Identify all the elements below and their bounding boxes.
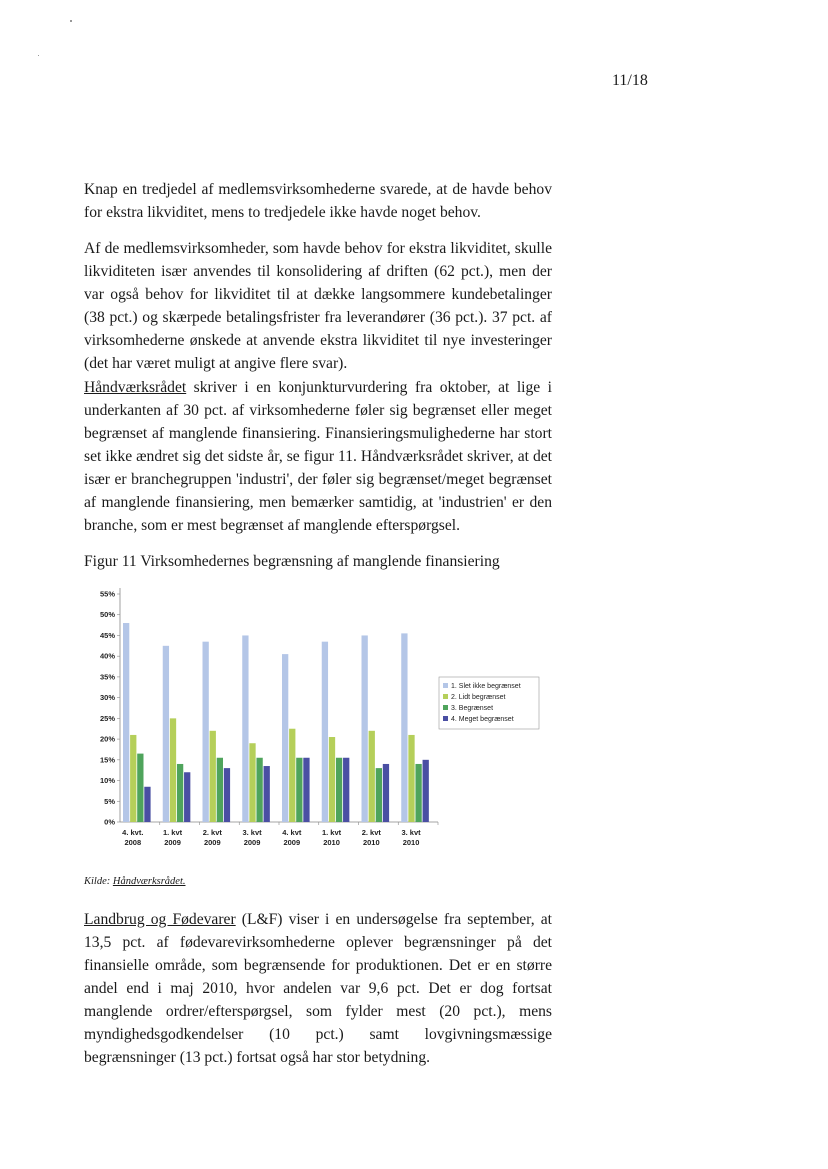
x-tick-label-year: 2010	[323, 838, 340, 847]
landbrug-link[interactable]: Landbrug og Fødevarer	[84, 911, 236, 928]
y-tick-label: 55%	[99, 589, 115, 599]
source-prefix: Kilde:	[84, 876, 113, 887]
x-tick-label-year: 2009	[283, 838, 301, 847]
legend-label: 3. Begrænset	[451, 705, 494, 712]
paragraph-liquidity-need: Knap en tredjedel af medlemsvirksomhederne svarede, at de havde behov for ekstra likviditet, mens to tredjedele ikke havde noget behov.	[84, 181, 552, 221]
bar-2-6	[329, 737, 335, 822]
bar-3-5	[296, 758, 302, 822]
x-tick-label: 1. kvt	[162, 828, 183, 837]
y-tick-label: 40%	[99, 651, 115, 661]
y-tick-label: 0%	[104, 817, 115, 827]
legend-label: 2. Lidt begrænset	[451, 694, 506, 701]
x-tick-label: 3. kvt	[401, 828, 421, 837]
x-tick-label-year: 2009	[243, 838, 261, 847]
legend-label: 1. Slet ikke begrænset	[451, 683, 521, 690]
figure-source	[84, 876, 186, 887]
bar-4-3	[224, 768, 230, 822]
bar-1-4	[242, 635, 248, 822]
bar-1-1	[123, 623, 129, 822]
y-tick-label: 30%	[99, 693, 115, 703]
bar-4-5	[303, 758, 309, 822]
x-tick-label: 4. kvt.	[122, 828, 144, 837]
bar-2-8	[408, 735, 414, 822]
paragraph-handvaerksraadet-text: skriver i en konjunkturvurdering fra oktober, at lige i underkanten af 30 pct. af virksomhederne føler sig begrænset eller meget begrænset af manglende finansiering. Finansieringsmulighederne har stort set ikke ændret sig det sidste år, se figur 11. Håndværksrådet skriver, at det især er branchegruppen 'industri', der føler sig begrænset/meget begrænset af manglende finansiering, men bemærker samtidig, at 'industrien' er den branche, som er mest begrænset af manglende efterspørgsel.	[84, 379, 552, 534]
paragraph-landbrug-text: (L&F) viser i en undersøgelse fra september, at 13,5 pct. af fødevarevirksomhederne oplever begrænsninger på det finansielle område, som begrænsende for produktionen. Det er en større andel end i maj 2010, hvor andelen var 9,6 pct. Det er dog fortsat manglende ordrer/efterspørgsel, som fylder mest (20 pct.), mens myndighedsgodkendelser (10 pct.) samt lovgivningsmæssige begrænsninger (13 pct.) fortsat også har stor betydning.	[84, 911, 552, 1066]
bar-2-5	[289, 729, 295, 822]
paragraph-handvaerksraadet	[84, 376, 552, 537]
bar-2-1	[130, 735, 136, 822]
legend-swatch	[443, 705, 448, 710]
bar-3-4	[256, 758, 262, 822]
bar-4-2	[184, 772, 190, 822]
y-tick-label: 5%	[104, 796, 115, 806]
bar-2-2	[170, 718, 176, 822]
financing-bar-chart	[84, 580, 554, 870]
legend-swatch	[443, 683, 448, 688]
x-tick-label: 2. kvt	[361, 828, 381, 837]
x-tick-label-year: 2009	[203, 838, 221, 847]
bar-3-1	[137, 754, 143, 822]
bar-4-8	[423, 760, 429, 822]
y-tick-label: 45%	[99, 630, 115, 640]
y-tick-label: 35%	[99, 672, 115, 682]
bar-2-7	[369, 731, 375, 822]
bar-1-3	[203, 642, 209, 822]
y-tick-label: 20%	[99, 734, 115, 744]
y-tick-label: 15%	[99, 755, 115, 765]
bar-3-2	[177, 764, 183, 822]
bar-1-5	[282, 654, 288, 822]
scan-speck	[70, 20, 72, 22]
legend-swatch	[443, 694, 448, 699]
bar-2-4	[249, 743, 255, 822]
x-tick-label-year: 2010	[362, 838, 380, 847]
page-number: 11/18	[612, 72, 648, 89]
bar-4-4	[264, 766, 270, 822]
bar-2-3	[210, 731, 216, 822]
paragraph-liquidity-use: Af de medlemsvirksomheder, som havde behov for ekstra likviditet, skulle likviditeten især anvendes til konsolidering af driften (62 pct.), men der var også behov for likviditet til at dække langsommere kundebetalinger (38 pct.) og skærpede betalingsfrister fra leverandører (36 pct.). 37 pct. af virksomhederne ønskede at anvende ekstra likviditet til nye investeringer (det har været muligt at angive flere svar).	[84, 240, 552, 372]
x-tick-label: 2. kvt	[202, 828, 222, 837]
bar-3-7	[376, 768, 382, 822]
x-tick-label-year: 2010	[402, 838, 420, 847]
paragraph-landbrug	[84, 908, 552, 1069]
bar-4-7	[383, 764, 389, 822]
bar-3-3	[217, 758, 223, 822]
bar-4-6	[343, 758, 349, 822]
legend-label: 4. Meget begrænset	[451, 716, 514, 723]
legend-swatch	[443, 716, 448, 721]
scan-speck	[38, 55, 39, 56]
bar-1-7	[362, 635, 368, 822]
bar-1-6	[322, 642, 328, 822]
x-tick-label: 4. kvt	[282, 828, 302, 837]
bar-1-2	[163, 646, 169, 822]
bar-3-8	[415, 764, 421, 822]
handvaerksraadet-link[interactable]: Håndværksrådet	[84, 379, 187, 396]
x-tick-label: 1. kvt	[321, 828, 342, 837]
source-name: Håndværksrådet.	[112, 876, 186, 887]
y-tick-label: 25%	[99, 713, 115, 723]
bar-3-6	[336, 758, 342, 822]
x-tick-label: 3. kvt	[242, 828, 262, 837]
bar-4-1	[144, 787, 150, 822]
figure-title: Figur 11 Virksomhedernes begrænsning af manglende finansiering	[84, 553, 500, 570]
y-tick-label: 10%	[99, 776, 115, 786]
bar-1-8	[401, 633, 407, 822]
x-tick-label-year: 2008	[124, 838, 142, 847]
y-tick-label: 50%	[99, 610, 115, 620]
x-tick-label-year: 2009	[164, 838, 181, 847]
